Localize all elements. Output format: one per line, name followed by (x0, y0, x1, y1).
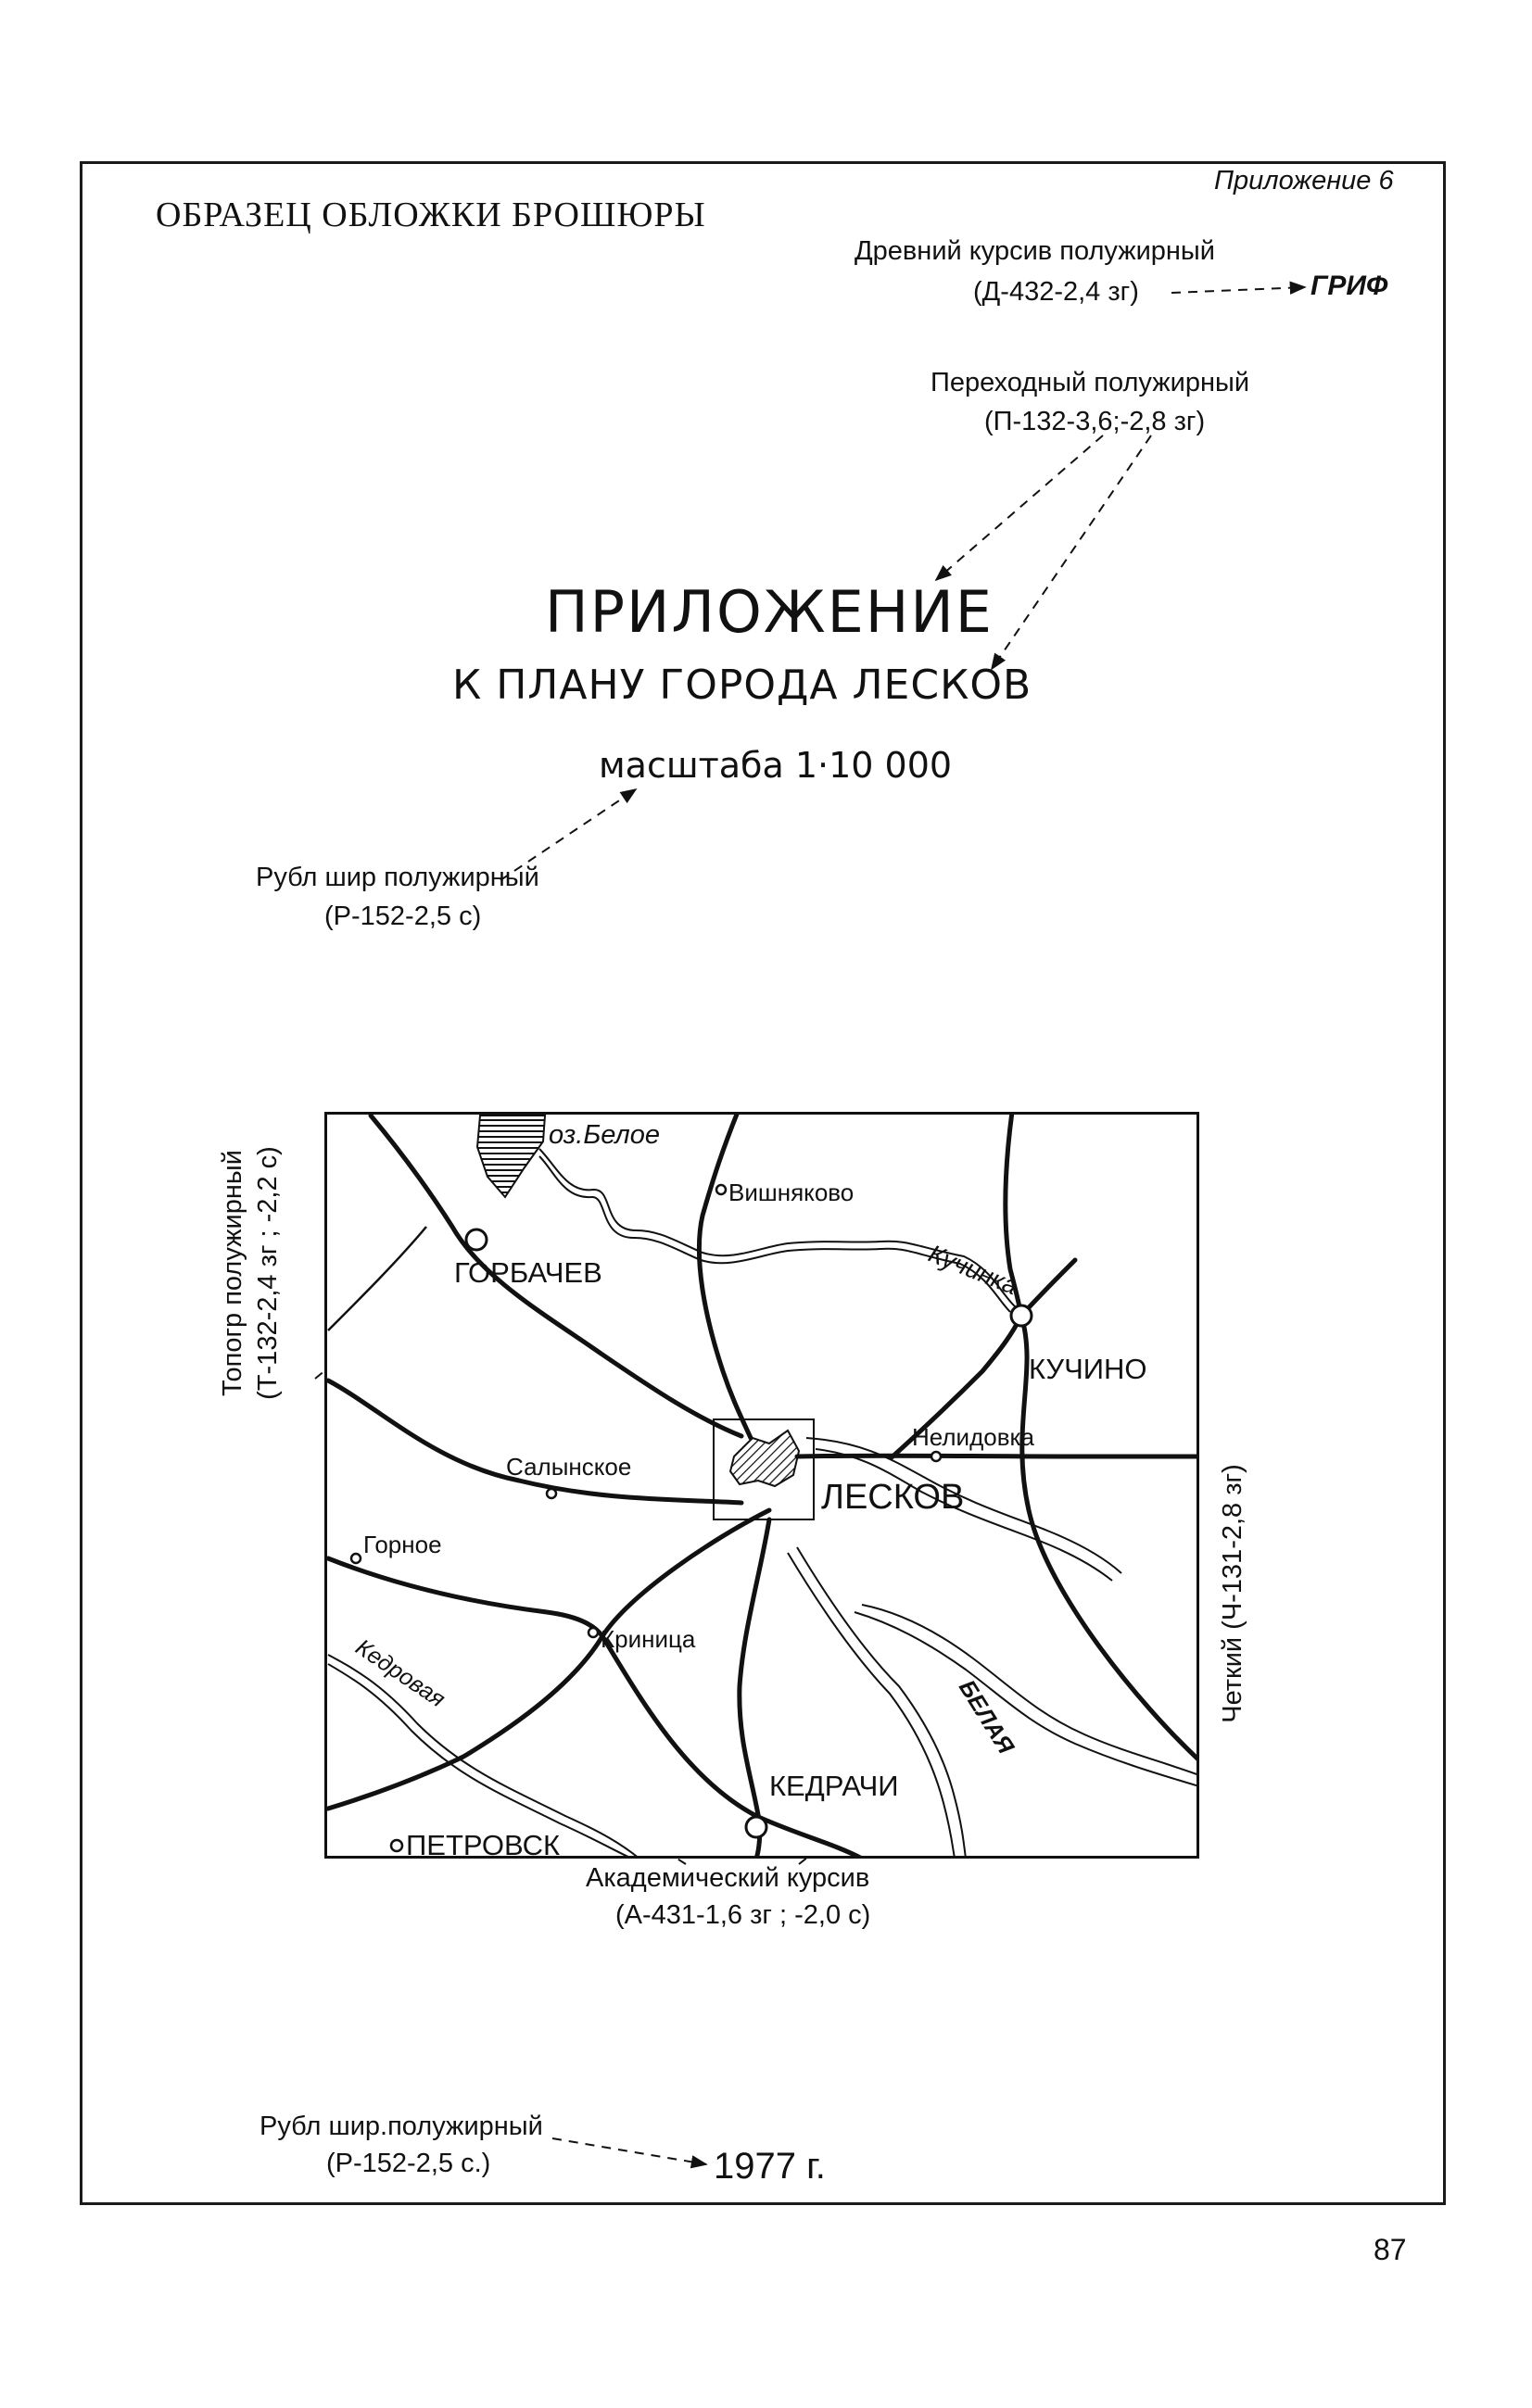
marker-petrovsk (391, 1840, 402, 1851)
label-kuchino: КУЧИНО (1029, 1353, 1147, 1385)
label-petrovsk: ПЕТРОВСК (406, 1829, 561, 1859)
font-annotation-academic-line2: (А-431-1,6 зг ; -2,0 с) (615, 1900, 871, 1930)
map (324, 1112, 1199, 1859)
label-gornoe: Горное (363, 1531, 442, 1558)
marker-vishnyakovo (716, 1185, 726, 1194)
font-annotation-heading-line1: Переходный полужирный (931, 368, 1250, 397)
marker-krinitsa (589, 1628, 598, 1637)
sub-heading: К ПЛАНУ ГОРОДА ЛЕСКОВ (452, 662, 1032, 709)
label-gorbachev: ГОРБАЧЕВ (454, 1256, 602, 1289)
scale-heading: масштаба 1·10 000 (599, 745, 953, 786)
marker-salynskoe (547, 1489, 556, 1498)
label-kedrachi: КЕДРАЧИ (769, 1770, 899, 1802)
font-annotation-top-line1: Древний курсив полужирный (855, 236, 1215, 266)
main-heading: ПРИЛОЖЕНИЕ (545, 578, 994, 646)
label-lake: оз.Белое (549, 1120, 660, 1150)
label-leskov: ЛЕСКОВ (821, 1478, 965, 1517)
font-annotation-year-line1: Рубл шир.полужирный (260, 2112, 543, 2141)
font-annotation-heading-line2: (П-132-3,6;-2,8 зг) (984, 407, 1206, 436)
font-annotation-topo-line1: Топогр полужирный (218, 1150, 247, 1396)
font-annotation-chetkiy: Четкий (Ч-131-2,8 зг) (1218, 1464, 1247, 1723)
label-kuchinka: Кучинка (924, 1239, 1022, 1301)
year-label: 1977 г. (714, 2146, 826, 2187)
marker-gornoe (351, 1554, 361, 1563)
label-nelidovka: Нелидовка (912, 1423, 1034, 1451)
page-number: 87 (1374, 2233, 1407, 2266)
font-annotation-topo-line2: (Т-132-2,4 зг ; -2,2 с) (253, 1146, 283, 1400)
map-border (326, 1114, 1198, 1858)
label-vishnyakovo: Вишняково (728, 1179, 855, 1206)
label-belaya: БЕЛАЯ (953, 1675, 1019, 1759)
font-annotation-top-line2: (Д-432-2,4 зг) (973, 277, 1139, 307)
grif-label: ГРИФ (1310, 271, 1388, 301)
sample-title: ОБРАЗЕЦ ОБЛОЖКИ БРОШЮРЫ (156, 195, 706, 234)
marker-kuchino (1011, 1305, 1032, 1326)
label-krinitsa: Криница (601, 1625, 696, 1653)
label-kedrovaya: Кедровая (350, 1633, 450, 1713)
font-annotation-scale-line2: (Р-152-2,5 с) (324, 901, 482, 931)
label-salynskoe: Салынское (506, 1453, 632, 1481)
font-annotation-topo (215, 1146, 285, 1400)
font-annotation-year-line2: (Р-152-2,5 с.) (326, 2149, 491, 2178)
appendix-label: Приложение 6 (1214, 166, 1394, 195)
font-annotation-scale-line1: Рубл шир полужирный (256, 863, 539, 892)
marker-kedrachi (746, 1817, 766, 1837)
marker-nelidovka (931, 1452, 941, 1461)
marker-gorbachev (466, 1229, 487, 1250)
font-annotation-academic-line1: Академический курсив (586, 1863, 870, 1893)
